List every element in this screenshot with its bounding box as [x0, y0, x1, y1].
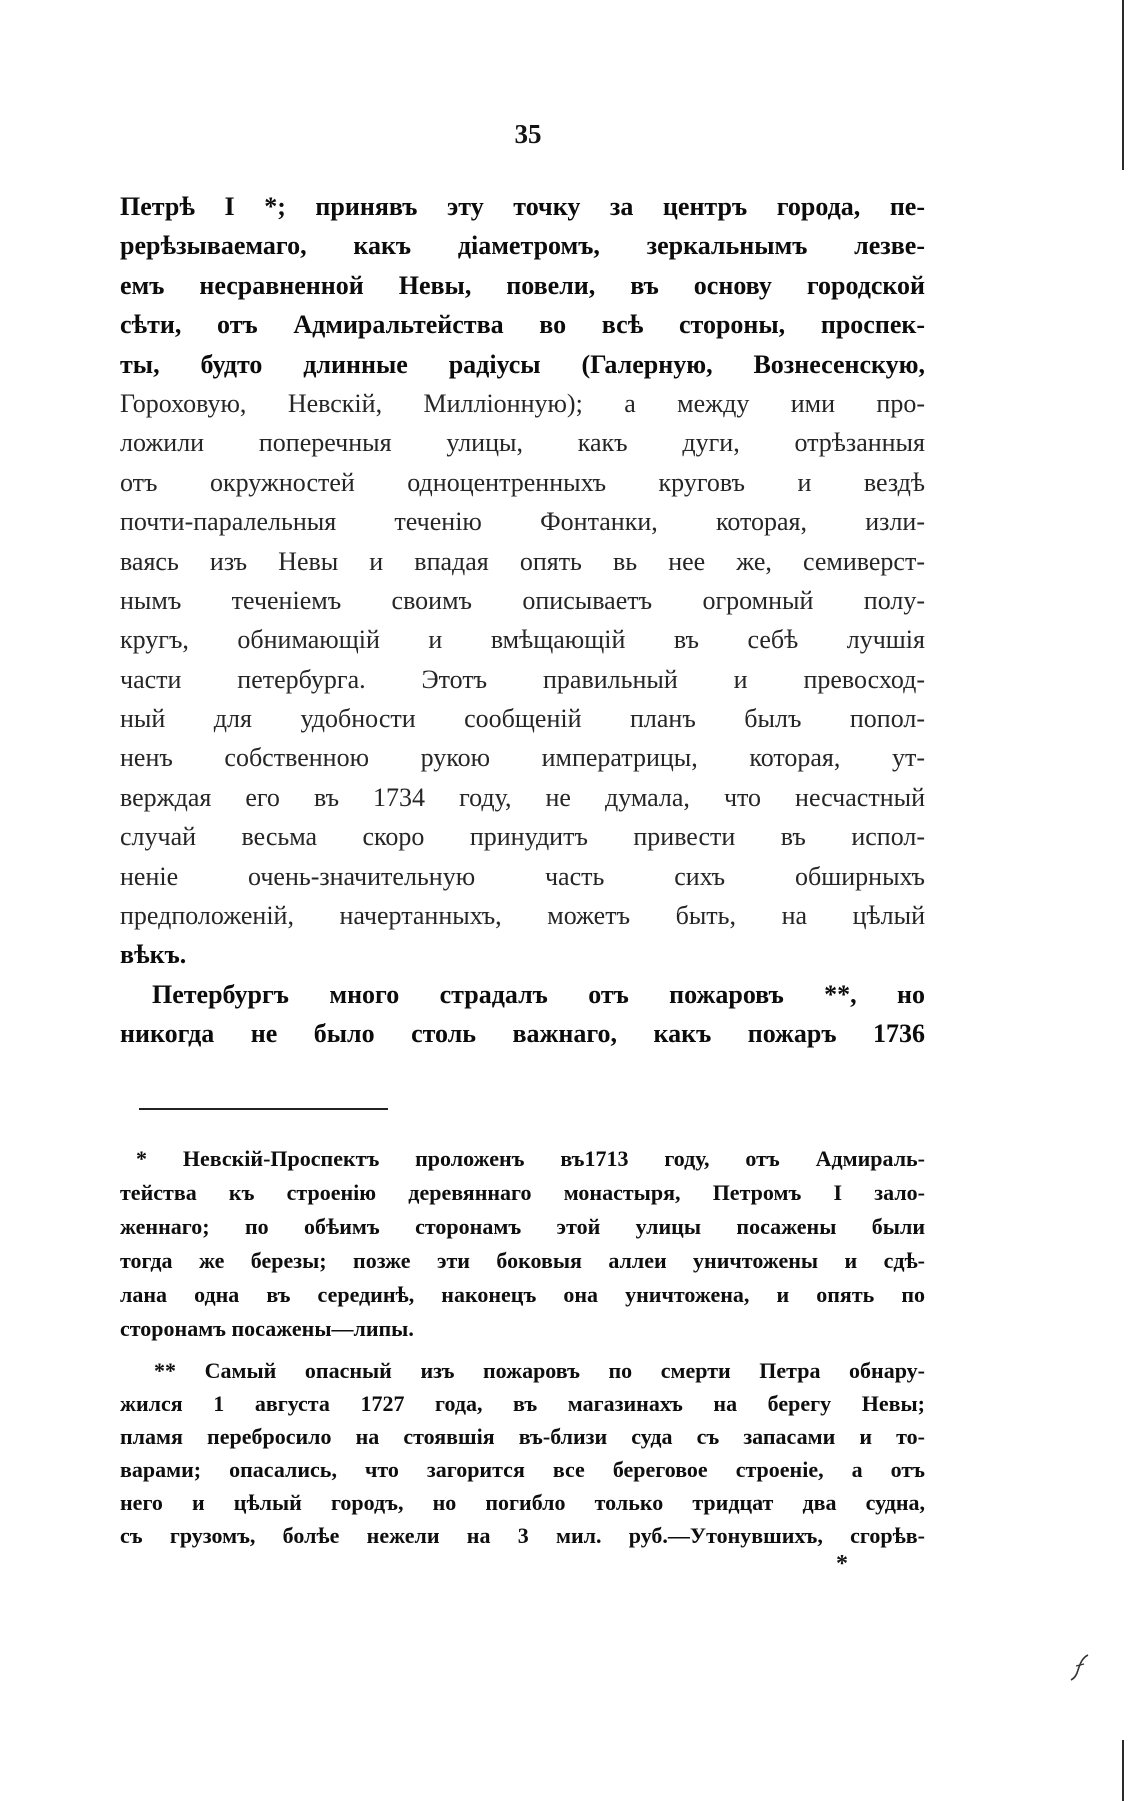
- text-line: сѣти, отъ Адмиральтейства во всѣ стороны, проспек-: [120, 310, 925, 340]
- footnote-line: лана одна въ серединѣ, наконецъ она уничтожена, и опять по: [120, 1282, 925, 1307]
- scan-mark: [1068, 1652, 1092, 1682]
- text-line: Петербургъ много страдалъ отъ пожаровъ **, но: [152, 979, 925, 1009]
- scan-edge-line: [1122, 1740, 1124, 1801]
- text-line: предположеній, начертанныхъ, можетъ быть, на цѣлый: [120, 901, 925, 931]
- text-line: почти-паралельныя теченію Фонтанки, которая, изли-: [120, 507, 925, 537]
- paragraph: [120, 975, 925, 1054]
- text-line: вѣкъ.: [120, 940, 187, 970]
- footnote-line: жился 1 августа 1727 года, въ магазинахъ на берегу Невы;: [120, 1391, 925, 1416]
- footnote-line: ** Самый опасный изъ пожаровъ по смерти Петра обнару-: [154, 1358, 925, 1383]
- footnote-line: варами; опасались, что загорится все береговое строеніе, а отъ: [120, 1457, 925, 1482]
- footnote-line: него и цѣлый городъ, но погибло только тридцат два судна,: [120, 1490, 925, 1515]
- text-line: Петрѣ I *; принявъ эту точку за центръ города, пе-: [120, 192, 925, 221]
- footnote: [120, 1142, 925, 1346]
- text-line: неніе очень-значительную часть сихъ обширныхъ: [120, 861, 925, 891]
- scan-edge-line: [1122, 0, 1124, 170]
- footnote-line: тейства къ строенію деревяннаго монастыря, Петромъ I зало-: [120, 1180, 925, 1205]
- catchword: *: [836, 1551, 848, 1577]
- footnote-line: съ грузомъ, болѣе нежели на 3 мил. руб.—Утонувшихъ, сгорѣв-: [120, 1523, 925, 1548]
- footnote-separator: [139, 1108, 388, 1110]
- paragraph: [120, 187, 925, 975]
- text-line: никогда не было столь важнаго, какъ пожаръ 1736: [120, 1019, 925, 1049]
- text-line: ты, будто длинные радіусы (Галерную, Вознесенскую,: [120, 349, 925, 379]
- text-line: рерѣзываемаго, какъ діаметромъ, зеркальнымъ лезве-: [120, 231, 925, 261]
- text-line: ваясь изъ Невы и впадая опять вь нее же, семиверст-: [120, 546, 925, 576]
- footnote-line: тогда же березы; позже эти боковыя аллеи уничтожены и сдѣ-: [120, 1248, 925, 1273]
- footnote: [120, 1354, 925, 1552]
- text-line: кругъ, обнимающій и вмѣщающій въ себѣ лучшія: [120, 625, 925, 655]
- text-line: Гороховую, Невскій, Милліонную); а между ими про-: [120, 388, 925, 418]
- page-number: 35: [514, 119, 542, 149]
- footnote-line: женнаго; по обѣимъ сторонамъ этой улицы посажены были: [120, 1214, 925, 1239]
- footnote-line: * Невскій-Проспектъ проложенъ въ1713 году, отъ Адмираль-: [136, 1146, 925, 1171]
- footnote-line: пламя перебросило на стоявшія въ-близи суда съ запасами и то-: [120, 1424, 925, 1449]
- text-line: емъ несравненной Невы, повели, въ основу городской: [120, 270, 925, 300]
- text-line: ненъ собственною рукою императрицы, которая, ут-: [120, 743, 925, 773]
- text-line: случай весьма скоро принудитъ привести въ испол-: [120, 822, 925, 852]
- text-line: нымъ теченіемъ своимъ описываетъ огромный полу-: [120, 585, 925, 615]
- footnote-line: сторонамъ посажены—липы.: [120, 1316, 414, 1341]
- text-line: части петербурга. Этотъ правильный и превосход-: [120, 664, 925, 694]
- text-line: ложили поперечныя улицы, какъ дуги, отрѣзанныя: [120, 428, 925, 458]
- text-line: верждая его въ 1734 году, не думала, что несчастный: [120, 782, 925, 812]
- text-line: ный для удобности сообщеній планъ былъ попол-: [120, 704, 925, 734]
- text-line: отъ окружностей одноцентренныхъ круговъ и вездѣ: [120, 467, 925, 497]
- main-text: [120, 187, 925, 1054]
